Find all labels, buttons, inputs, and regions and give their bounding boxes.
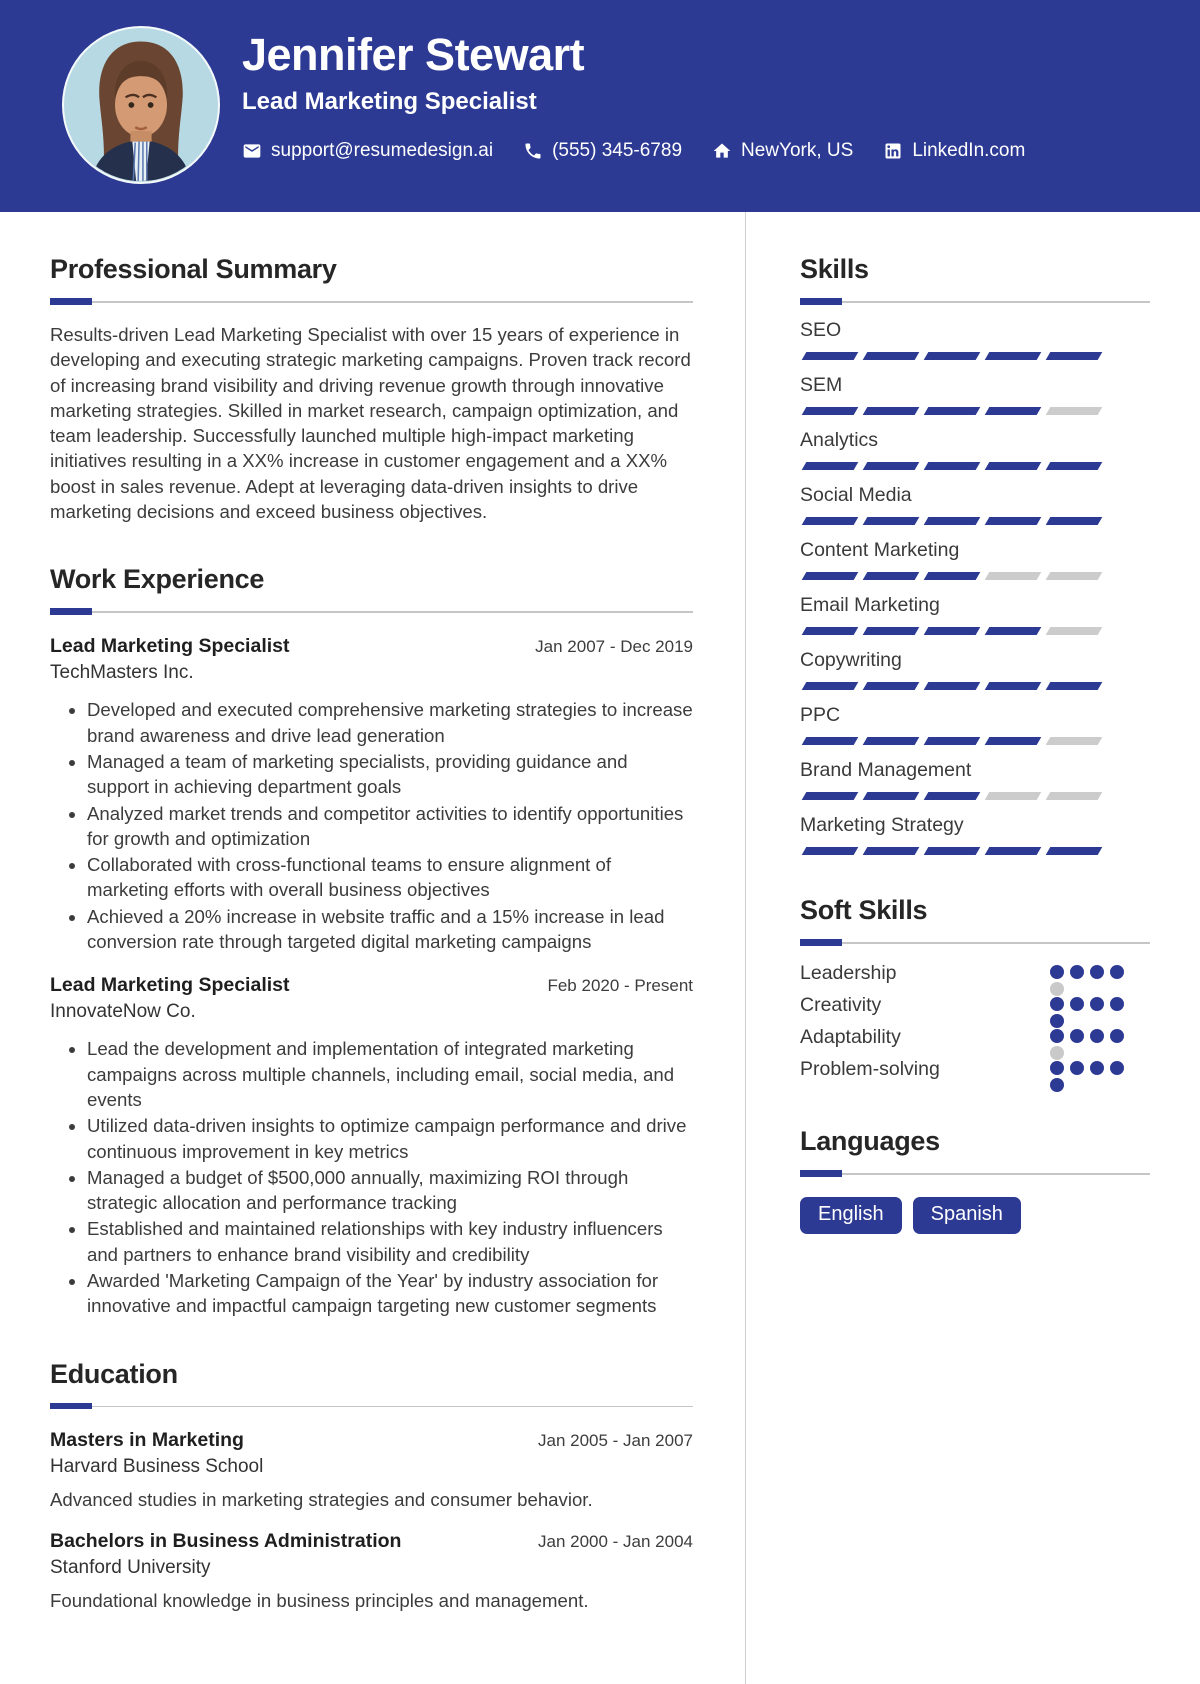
job-bullet-list bbox=[50, 1036, 693, 1318]
skill-name: SEM bbox=[800, 374, 843, 396]
education-entry bbox=[50, 1429, 693, 1511]
phone-link[interactable] bbox=[523, 140, 682, 162]
skill-level-bar bbox=[800, 407, 1150, 415]
soft-skill-item bbox=[800, 990, 1150, 1022]
email-text: support@resumedesign.ai bbox=[271, 139, 494, 161]
phone-icon bbox=[523, 141, 543, 161]
skill-name: Brand Management bbox=[800, 759, 972, 781]
phone-text: (555) 345-6789 bbox=[552, 139, 683, 161]
work-heading: Work Experience bbox=[50, 564, 265, 595]
skill-name: Copywriting bbox=[800, 649, 902, 671]
skill-item bbox=[800, 319, 1150, 360]
school-name: Stanford University bbox=[50, 1556, 211, 1578]
skill-level-bar bbox=[800, 517, 1150, 525]
skill-level-bar bbox=[800, 572, 1150, 580]
job-bullet: • Managed a budget of $500,000 annually, maximizing ROI through strategic allocation and performance tracking bbox=[87, 1165, 693, 1216]
linkedin-icon bbox=[883, 141, 903, 161]
school-name: Harvard Business School bbox=[50, 1455, 264, 1477]
job-bullet: • Awarded 'Marketing Campaign of the Year' by industry association for innovative and impactful campaign targeting new customer segments bbox=[87, 1268, 693, 1319]
email-link[interactable] bbox=[242, 140, 493, 162]
job-company: InnovateNow Co. bbox=[50, 1001, 196, 1023]
skill-item bbox=[800, 429, 1150, 470]
degree-name: Masters in Marketing bbox=[50, 1428, 244, 1451]
education-entry bbox=[50, 1530, 693, 1612]
skills-section bbox=[800, 254, 1150, 855]
soft-skill-name: Leadership bbox=[800, 962, 897, 984]
soft-skill-item bbox=[800, 958, 1150, 990]
skill-level-bar bbox=[800, 682, 1150, 690]
skill-name: SEO bbox=[800, 319, 842, 341]
soft-skill-dots bbox=[1050, 1061, 1128, 1086]
header-banner bbox=[0, 0, 1200, 212]
sidebar-column bbox=[746, 212, 1200, 1684]
skill-name: Content Marketing bbox=[800, 539, 960, 561]
person-title: Lead Marketing Specialist bbox=[242, 87, 537, 115]
skill-name: PPC bbox=[800, 704, 841, 726]
section-divider bbox=[50, 298, 693, 305]
job-bullet: • Collaborated with cross-functional teams to ensure alignment of marketing efforts with overall business objectives bbox=[87, 852, 693, 903]
section-divider bbox=[800, 939, 1150, 946]
skill-item bbox=[800, 484, 1150, 525]
soft-skill-dots bbox=[1050, 965, 1128, 990]
degree-dates: Jan 2000 - Jan 2004 bbox=[537, 1531, 693, 1551]
job-title: Lead Marketing Specialist bbox=[50, 635, 290, 658]
section-divider bbox=[50, 608, 693, 615]
profile-photo bbox=[62, 26, 220, 184]
job-bullet: • Lead the development and implementation of integrated marketing campaigns across multiple channels, including email, social media, and events bbox=[87, 1036, 693, 1112]
degree-dates: Jan 2005 - Jan 2007 bbox=[537, 1430, 693, 1450]
contact-row bbox=[242, 140, 1025, 162]
skill-item bbox=[800, 814, 1150, 855]
skill-level-bar bbox=[800, 847, 1150, 855]
skill-name: Social Media bbox=[800, 484, 912, 506]
main-column bbox=[0, 212, 745, 1684]
job-company: TechMasters Inc. bbox=[50, 662, 194, 684]
soft-skill-name: Adaptability bbox=[800, 1026, 901, 1048]
profile-photo-illustration bbox=[64, 28, 218, 182]
person-name: Jennifer Stewart bbox=[242, 29, 585, 80]
job-bullet: • Utilized data-driven insights to optimize campaign performance and drive continuous improvement in key metrics bbox=[87, 1113, 693, 1164]
soft-skill-dots bbox=[1050, 1029, 1128, 1054]
job-bullet: • Achieved a 20% increase in website traffic and a 15% increase in lead conversion rate through targeted digital marketing campaigns bbox=[87, 904, 693, 955]
skill-item bbox=[800, 594, 1150, 635]
location-item[interactable] bbox=[712, 140, 853, 162]
job-bullet: • Established and maintained relationships with key industry influencers and partners to enhance brand visibility and credibility bbox=[87, 1216, 693, 1267]
language-badge-english[interactable]: English bbox=[800, 1197, 902, 1234]
soft-skill-item bbox=[800, 1054, 1150, 1086]
summary-section bbox=[50, 254, 693, 524]
degree-name: Bachelors in Business Administration bbox=[50, 1529, 402, 1552]
language-badge-spanish[interactable]: Spanish bbox=[913, 1197, 1021, 1234]
job-title: Lead Marketing Specialist bbox=[50, 974, 290, 997]
skill-item bbox=[800, 759, 1150, 800]
degree-description: Foundational knowledge in business principles and management. bbox=[50, 1589, 589, 1611]
email-icon bbox=[242, 141, 262, 161]
job-dates: Jan 2007 - Dec 2019 bbox=[535, 637, 693, 657]
summary-heading: Professional Summary bbox=[50, 254, 337, 284]
home-icon bbox=[712, 141, 732, 161]
skills-list bbox=[800, 319, 1150, 855]
soft-skill-name: Creativity bbox=[800, 994, 882, 1016]
section-divider bbox=[800, 298, 1150, 305]
soft-skill-name: Problem-solving bbox=[800, 1058, 940, 1080]
skill-level-bar bbox=[800, 737, 1150, 745]
skill-level-bar bbox=[800, 792, 1150, 800]
skill-name: Email Marketing bbox=[800, 594, 940, 616]
skill-item bbox=[800, 374, 1150, 415]
education-section bbox=[50, 1359, 693, 1612]
section-divider bbox=[50, 1403, 693, 1410]
job-entry bbox=[50, 635, 693, 954]
skills-heading: Skills bbox=[800, 254, 869, 284]
summary-text: Results-driven Lead Marketing Specialist with over 15 years of experience in developing and executing strategic marketing campaigns. Proven track record of increasing brand visibility and driving revenue growth through innovative marketing strategies. Skilled in market research, campaign optimization, and team leadership. Successfully launched multiple high-impact marketing initiatives resulting in a XX% increase in customer engagement and a XX% boost in sales revenue. Adept at leveraging data-driven insights to drive marketing decisions and exceed business objectives. bbox=[50, 324, 691, 523]
education-heading: Education bbox=[50, 1358, 178, 1389]
degree-description: Advanced studies in marketing strategies and consumer behavior. bbox=[50, 1488, 593, 1510]
job-bullet: • Analyzed market trends and competitor activities to identify opportunities for growth and optimization bbox=[87, 801, 693, 852]
linkedin-text: LinkedIn.com bbox=[912, 139, 1026, 161]
job-bullet-list bbox=[50, 697, 693, 954]
soft-skill-dots bbox=[1050, 997, 1128, 1022]
soft-skills-heading: Soft Skills bbox=[800, 895, 928, 925]
soft-skills-section bbox=[800, 895, 1150, 1086]
job-dates: Feb 2020 - Present bbox=[547, 976, 693, 996]
skill-level-bar bbox=[800, 462, 1150, 470]
resume-body bbox=[0, 212, 1200, 1684]
job-bullet: • Developed and executed comprehensive marketing strategies to increase brand awareness and drive lead generation bbox=[87, 697, 693, 748]
soft-skill-item bbox=[800, 1022, 1150, 1054]
skill-level-bar bbox=[800, 352, 1150, 360]
languages-list bbox=[800, 1197, 1150, 1234]
skill-item bbox=[800, 539, 1150, 580]
skill-name: Analytics bbox=[800, 429, 879, 451]
location-text: NewYork, US bbox=[741, 139, 854, 161]
languages-section bbox=[800, 1126, 1150, 1234]
linkedin-link[interactable] bbox=[883, 140, 1025, 162]
skill-level-bar bbox=[800, 627, 1150, 635]
section-divider bbox=[800, 1170, 1150, 1177]
skill-item bbox=[800, 704, 1150, 745]
job-entry bbox=[50, 974, 693, 1318]
languages-heading: Languages bbox=[800, 1126, 940, 1156]
job-bullet: • Managed a team of marketing specialists, providing guidance and support in achieving department goals bbox=[87, 749, 693, 800]
skill-name: Marketing Strategy bbox=[800, 814, 964, 836]
skill-item bbox=[800, 649, 1150, 690]
work-experience-section bbox=[50, 564, 693, 1318]
soft-skills-list bbox=[800, 958, 1150, 1086]
